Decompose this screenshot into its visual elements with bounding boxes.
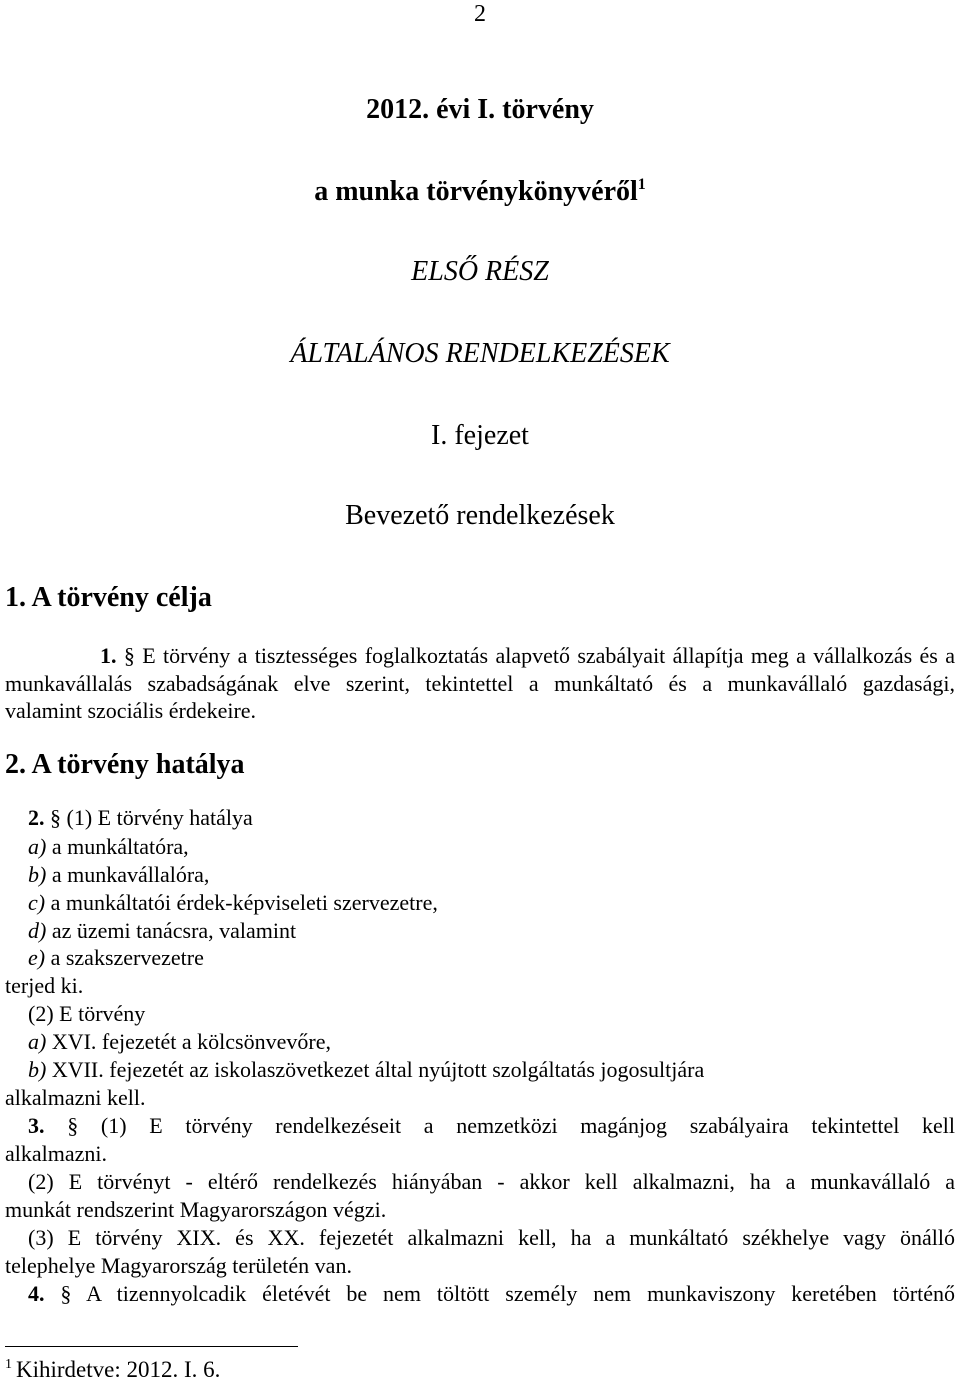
list-item-text: a munkáltatói érdek-képviseleti szervezetre, [50, 890, 438, 915]
section-sign: § [50, 805, 61, 830]
section-3-line-2: alkalmazni. [5, 1141, 108, 1166]
part-label: ELSŐ RÉSZ [411, 256, 549, 287]
list-item [28, 861, 955, 889]
act-title: 2012. évi I. törvény [366, 94, 594, 125]
list-item-letter: b) [28, 862, 47, 887]
section-sign: § [123, 643, 135, 668]
section-2-paragraph-2-close: alkalmazni kell. [5, 1085, 146, 1110]
chapter-label: I. fejezet [431, 420, 529, 451]
section-1-line-1 [100, 642, 955, 670]
footnote-separator [5, 1346, 298, 1347]
footnote [5, 1357, 220, 1383]
section-4-number: 4. [28, 1281, 45, 1306]
list-item [28, 1056, 955, 1084]
section-1-text: E törvény a tisztességes foglalkoztatás alapvető szabályait állapítja meg a vállalkozás és a [142, 643, 955, 668]
list-item-letter: a) [28, 834, 47, 859]
list-item [28, 889, 955, 917]
list-item-letter: d) [28, 918, 47, 943]
list-item [28, 917, 955, 945]
section-1-heading: 1. A törvény célja [5, 582, 212, 613]
footnote-text: Kihirdetve: 2012. I. 6. [16, 1357, 221, 1382]
list-item-text: XVI. fejezetét a kölcsönvevőre, [51, 1029, 331, 1054]
section-1-number: 1. [100, 643, 117, 668]
section-sign: § [67, 1113, 79, 1138]
list-item-letter: a) [28, 1029, 47, 1054]
section-1-line-2: munkavállalás szabadságának elve szerint, tekintettel a munkáltató és a munkavállaló gazdasági, [5, 671, 955, 696]
list-item [28, 1028, 955, 1056]
part-title: ÁLTALÁNOS RENDELKEZÉSEK [290, 338, 670, 369]
section-2-paragraph-2-intro: (2) E törvény [28, 1001, 146, 1026]
list-item-letter: c) [28, 890, 46, 915]
list-item-text: a munkáltatóra, [51, 834, 189, 859]
section-3-text: (1) E törvény rendelkezéseit a nemzetközi magánjog szabályaira tekintettel kell [100, 1113, 956, 1138]
section-3-line-6: telephelye Magyarország területén van. [5, 1253, 352, 1278]
chapter-title: Bevezető rendelkezések [345, 500, 615, 531]
act-subtitle [0, 175, 960, 209]
section-3-line-3: (2) E törvényt - eltérő rendelkezés hiányában - akkor kell alkalmazni, ha a munkavállaló a [28, 1169, 955, 1194]
list-item-letter: b) [28, 1057, 47, 1082]
section-3-line-5: (3) E törvény XIX. és XX. fejezetét alkalmazni kell, ha a munkáltató székhelye vagy önálló [28, 1225, 955, 1250]
section-2-paragraph-1-close: terjed ki. [5, 973, 84, 998]
section-3-number: 3. [28, 1113, 45, 1138]
list-item-text: XVII. fejezetét az iskolaszövetkezet által nyújtott szolgáltatás jogosultjára [51, 1057, 705, 1082]
list-item-text: a munkavállalóra, [51, 862, 210, 887]
section-2-intro-text: (1) E törvény hatálya [66, 805, 253, 830]
list-item-text: az üzemi tanácsra, valamint [51, 918, 297, 943]
list-item-letter: e) [28, 945, 46, 970]
section-4-text: A tizennyolcadik életévét be nem töltött személy nem munkaviszony keretében történő [86, 1281, 955, 1306]
section-2-heading: 2. A törvény hatálya [5, 749, 245, 780]
act-subtitle-text: a munka törvénykönyvéről [314, 176, 638, 207]
list-item-text: a szakszervezetre [50, 945, 204, 970]
section-3-line-4: munkát rendszerint Magyarországon végzi. [5, 1197, 387, 1222]
list-item [28, 944, 955, 972]
section-3-line-1 [28, 1112, 955, 1140]
footnote-reference: 1 [637, 176, 646, 193]
section-2-number: 2. [28, 805, 45, 830]
section-sign: § [60, 1281, 72, 1306]
page-number: 2 [474, 1, 486, 27]
list-item [28, 833, 955, 861]
section-2-paragraph-1-intro [28, 804, 955, 832]
footnote-marker: 1 [5, 1357, 12, 1372]
section-4-line-1 [28, 1280, 955, 1308]
section-1-line-3: valamint szociális érdekeire. [5, 698, 257, 723]
